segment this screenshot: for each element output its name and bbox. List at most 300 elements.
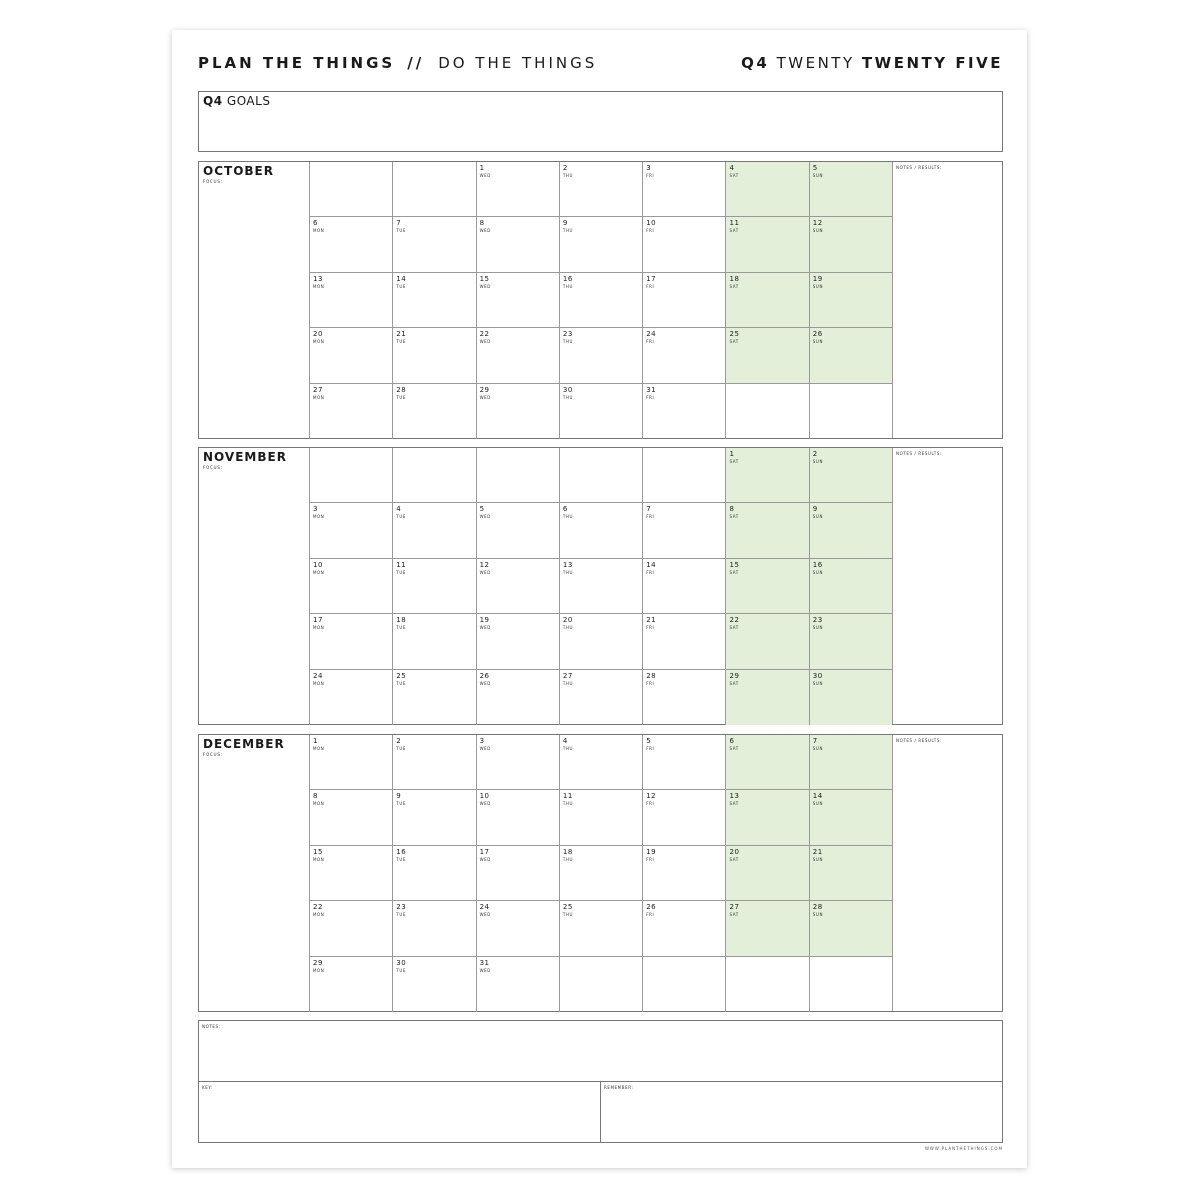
day-number: 19 (479, 616, 490, 625)
day-number: 14 (812, 792, 823, 801)
day-number: 4 (396, 505, 402, 514)
day-cell (309, 790, 392, 845)
day-cell (392, 217, 475, 272)
day-cell (309, 273, 392, 328)
weekday-label: TUE (396, 967, 406, 973)
day-cell (476, 901, 559, 956)
day-number: 30 (396, 958, 407, 967)
day-cell (392, 735, 475, 790)
day-cell (725, 846, 808, 901)
month-title: DECEMBER (203, 737, 285, 751)
weekday-label: WED (479, 514, 491, 520)
weekday-label: MON (313, 283, 325, 289)
year-mid: TWENTY (776, 54, 855, 72)
weekday-label: THU (562, 283, 574, 289)
weekday-label: TUE (396, 283, 406, 289)
day-number: 2 (812, 450, 818, 458)
weekday-label: SAT (729, 856, 739, 862)
weekday-label: TUE (396, 394, 406, 400)
day-cell (559, 790, 642, 845)
weekday-label: WED (479, 856, 491, 862)
day-number: 29 (729, 671, 740, 680)
day-cell (392, 790, 475, 845)
day-number: 26 (812, 330, 823, 339)
weekday-label: SAT (729, 912, 739, 918)
weekday-label: WED (479, 967, 491, 973)
day-cell (476, 328, 559, 383)
day-cell (392, 448, 475, 503)
day-cell (725, 670, 808, 725)
weekday-label: THU (562, 856, 574, 862)
day-cell (809, 384, 892, 439)
weekday-label: SUN (812, 173, 824, 178)
remember-label: REMEMBER: (604, 1085, 634, 1090)
month-october (198, 161, 1003, 439)
weekday-label: MON (313, 339, 325, 345)
day-cell (725, 790, 808, 845)
day-number: 25 (396, 671, 407, 680)
day-number: 29 (479, 385, 490, 394)
day-cell (476, 384, 559, 439)
weekday-label: TUE (396, 339, 406, 345)
footer-url: WWW.PLANTHETHINGS.COM (924, 1146, 1003, 1151)
day-number: 16 (562, 274, 573, 283)
day-number: 15 (479, 274, 490, 283)
weekday-label: WED (479, 228, 491, 234)
day-number: 25 (562, 903, 573, 912)
month-december (198, 734, 1003, 1012)
day-number: 9 (396, 792, 402, 801)
weekday-label: FRI (646, 283, 655, 289)
weekday-label: SUN (812, 339, 824, 345)
day-number: 3 (479, 737, 485, 745)
weekday-label: THU (562, 801, 574, 807)
brand-plan: PLAN THE THINGS (198, 54, 396, 72)
day-cell (309, 901, 392, 956)
day-cell (309, 670, 392, 725)
day-cell (309, 162, 392, 217)
weekday-label: WED (479, 339, 491, 345)
day-cell (725, 217, 808, 272)
brand-separator: // (407, 54, 425, 72)
day-cell (725, 384, 808, 439)
weekday-label: SAT (729, 173, 739, 178)
notes-results-label: NOTES / RESULTS: (896, 451, 942, 456)
weekday-label: WED (479, 569, 491, 575)
day-number: 24 (313, 671, 323, 680)
month-title: NOVEMBER (203, 450, 287, 464)
day-cell (809, 273, 892, 328)
day-cell (392, 273, 475, 328)
weekday-label: SUN (812, 625, 824, 631)
day-cell (642, 846, 725, 901)
weekday-label: WED (479, 394, 491, 400)
weekday-label: WED (479, 625, 491, 631)
day-number: 22 (729, 616, 740, 625)
weekday-label: THU (562, 339, 574, 345)
day-number: 8 (729, 505, 735, 514)
day-cell (725, 503, 808, 558)
day-cell (392, 846, 475, 901)
day-number: 2 (562, 164, 568, 172)
focus-label: FOCUS: (203, 179, 223, 184)
day-cell (309, 217, 392, 272)
day-number: 11 (729, 219, 740, 228)
day-cell (725, 614, 808, 669)
day-cell (309, 846, 392, 901)
goals-word: GOALS (226, 94, 271, 108)
day-number: 19 (646, 847, 657, 856)
weekday-label: FRI (646, 394, 655, 400)
day-number: 7 (812, 737, 818, 745)
weekday-label: MON (313, 514, 325, 520)
day-number: 3 (313, 505, 318, 514)
day-cell (642, 790, 725, 845)
day-number: 5 (812, 164, 818, 172)
notes-results-column (892, 162, 1003, 438)
day-cell (476, 162, 559, 217)
day-cell (725, 273, 808, 328)
day-cell (642, 670, 725, 725)
day-number: 10 (313, 560, 323, 569)
day-cell (559, 957, 642, 1012)
day-number: 28 (396, 385, 407, 394)
day-cell (642, 503, 725, 558)
day-cell (725, 957, 808, 1012)
day-cell (476, 614, 559, 669)
weekday-label: WED (479, 283, 491, 289)
day-number: 4 (729, 164, 735, 172)
day-number: 13 (313, 274, 323, 283)
day-cell (476, 503, 559, 558)
weekday-label: WED (479, 912, 491, 918)
day-number: 6 (562, 505, 568, 514)
day-number: 18 (396, 616, 407, 625)
day-cell (642, 559, 725, 614)
weekday-label: TUE (396, 625, 406, 631)
weekday-label: SUN (812, 459, 824, 464)
day-cell (642, 448, 725, 503)
weekday-label: THU (562, 173, 574, 178)
weekday-label: SUN (812, 228, 824, 234)
day-cell (559, 670, 642, 725)
day-number: 20 (729, 847, 740, 856)
day-cell (809, 503, 892, 558)
day-number: 2 (396, 737, 402, 745)
weekday-label: TUE (396, 801, 406, 807)
day-number: 31 (479, 958, 490, 967)
day-cell (392, 162, 475, 217)
weekday-label: SAT (729, 514, 739, 520)
day-cell (642, 328, 725, 383)
day-cell (809, 790, 892, 845)
day-cell (309, 503, 392, 558)
weekday-label: FRI (646, 228, 655, 234)
day-cell (476, 735, 559, 790)
weekday-label: SAT (729, 801, 739, 807)
day-cell (392, 614, 475, 669)
day-number: 12 (812, 219, 823, 228)
day-number: 27 (729, 903, 740, 912)
weekday-label: MON (313, 569, 325, 575)
weekday-label: SAT (729, 746, 739, 751)
day-cell (642, 217, 725, 272)
day-number: 3 (646, 164, 652, 172)
weekday-label: TUE (396, 746, 406, 751)
weekday-label: MON (313, 625, 325, 631)
day-cell (809, 901, 892, 956)
day-number: 12 (479, 560, 490, 569)
weekday-label: MON (313, 912, 325, 918)
day-cell (725, 162, 808, 217)
day-cell (559, 846, 642, 901)
weekday-label: THU (562, 514, 574, 520)
day-number: 13 (562, 560, 573, 569)
day-number: 1 (729, 450, 735, 458)
day-number: 18 (729, 274, 740, 283)
goals-q4: Q4 (203, 94, 223, 108)
day-number: 15 (729, 560, 740, 569)
day-cell (476, 790, 559, 845)
day-number: 27 (313, 385, 323, 394)
day-number: 4 (562, 737, 568, 745)
weekday-label: WED (479, 746, 491, 751)
day-number: 6 (729, 737, 735, 745)
notes-label: NOTES: (202, 1024, 221, 1029)
day-number: 30 (812, 671, 823, 680)
day-number: 23 (562, 330, 573, 339)
day-cell (476, 670, 559, 725)
weekday-label: WED (479, 801, 491, 807)
day-cell (309, 614, 392, 669)
day-cell (476, 559, 559, 614)
day-cell (392, 503, 475, 558)
weekday-label: SUN (812, 569, 824, 575)
month-grid (309, 162, 892, 439)
day-number: 28 (812, 903, 823, 912)
day-cell (809, 217, 892, 272)
weekday-label: TUE (396, 514, 406, 520)
day-cell (809, 846, 892, 901)
day-number: 22 (313, 903, 323, 912)
day-number: 21 (646, 616, 657, 625)
day-cell (309, 328, 392, 383)
weekday-label: TUE (396, 856, 406, 862)
day-cell (559, 273, 642, 328)
day-cell (392, 384, 475, 439)
weekday-label: SUN (812, 514, 824, 520)
weekday-label: FRI (646, 856, 655, 862)
weekday-label: TUE (396, 569, 406, 575)
weekday-label: MON (313, 967, 325, 973)
day-number: 6 (313, 219, 318, 228)
day-cell (725, 448, 808, 503)
day-number: 8 (313, 792, 318, 801)
weekday-label: THU (562, 569, 574, 575)
day-number: 30 (562, 385, 573, 394)
day-number: 11 (396, 560, 407, 569)
day-number: 20 (562, 616, 573, 625)
day-cell (725, 735, 808, 790)
goals-box (198, 91, 1003, 152)
notes-results-label: NOTES / RESULTS: (896, 738, 942, 743)
weekday-label: SUN (812, 680, 824, 686)
day-number: 1 (479, 164, 485, 172)
day-number: 16 (396, 847, 407, 856)
day-number: 31 (646, 385, 657, 394)
day-cell (476, 217, 559, 272)
month-title: OCTOBER (203, 164, 274, 178)
day-number: 20 (313, 330, 323, 339)
day-cell (392, 559, 475, 614)
day-cell (809, 162, 892, 217)
day-number: 23 (396, 903, 407, 912)
day-cell (809, 957, 892, 1012)
weekday-label: THU (562, 625, 574, 631)
weekday-label: THU (562, 228, 574, 234)
bottom-box (198, 1020, 1003, 1143)
weekday-label: MON (313, 746, 325, 751)
day-number: 24 (479, 903, 490, 912)
day-number: 22 (479, 330, 490, 339)
day-number: 1 (313, 737, 318, 745)
day-cell (809, 448, 892, 503)
day-number: 24 (646, 330, 657, 339)
bottom-vertical-divider (600, 1081, 601, 1143)
focus-label: FOCUS: (203, 752, 223, 757)
weekday-label: MON (313, 394, 325, 400)
notes-results-column (892, 448, 1003, 724)
day-cell (476, 846, 559, 901)
day-cell (642, 384, 725, 439)
weekday-label: FRI (646, 912, 655, 918)
quarter-header (741, 54, 1003, 72)
day-number: 14 (646, 560, 657, 569)
weekday-label: THU (562, 912, 574, 918)
key-label: KEY: (202, 1085, 213, 1090)
day-cell (559, 614, 642, 669)
day-cell (559, 162, 642, 217)
weekday-label: MON (313, 228, 325, 234)
day-number: 21 (812, 847, 823, 856)
weekday-label: SUN (812, 801, 824, 807)
day-cell (559, 217, 642, 272)
day-number: 7 (646, 505, 652, 514)
day-number: 14 (396, 274, 407, 283)
weekday-label: TUE (396, 912, 406, 918)
day-number: 8 (479, 219, 485, 228)
weekday-label: SUN (812, 746, 824, 751)
day-cell (309, 735, 392, 790)
day-cell (559, 735, 642, 790)
day-cell (309, 448, 392, 503)
day-number: 26 (479, 671, 490, 680)
day-number: 25 (729, 330, 740, 339)
year-bold: TWENTY FIVE (861, 54, 1003, 72)
day-cell (642, 273, 725, 328)
day-number: 27 (562, 671, 573, 680)
day-number: 23 (812, 616, 823, 625)
day-cell (392, 901, 475, 956)
brand-do: DO THE THINGS (438, 54, 598, 72)
day-number: 17 (479, 847, 490, 856)
day-cell (809, 735, 892, 790)
day-number: 7 (396, 219, 402, 228)
day-cell (642, 901, 725, 956)
day-cell (559, 448, 642, 503)
day-number: 28 (646, 671, 657, 680)
weekday-label: THU (562, 746, 574, 751)
day-cell (642, 957, 725, 1012)
day-cell (642, 162, 725, 217)
weekday-label: FRI (646, 746, 655, 751)
day-cell (559, 384, 642, 439)
notes-results-label: NOTES / RESULTS: (896, 165, 942, 170)
day-number: 17 (313, 616, 323, 625)
weekday-label: SAT (729, 283, 739, 289)
weekday-label: SUN (812, 283, 824, 289)
day-number: 10 (646, 219, 657, 228)
weekday-label: FRI (646, 514, 655, 520)
weekday-label: SAT (729, 459, 739, 464)
weekday-label: MON (313, 856, 325, 862)
weekday-label: SAT (729, 625, 739, 631)
day-cell (725, 559, 808, 614)
weekday-label: WED (479, 680, 491, 686)
day-cell (309, 384, 392, 439)
day-cell (476, 448, 559, 503)
brand-header (198, 54, 597, 72)
weekday-label: MON (313, 801, 325, 807)
weekday-label: SAT (729, 228, 739, 234)
weekday-label: WED (479, 173, 491, 178)
weekday-label: FRI (646, 173, 655, 178)
day-cell (309, 559, 392, 614)
day-number: 5 (646, 737, 652, 745)
day-cell (392, 957, 475, 1012)
day-cell (725, 328, 808, 383)
day-cell (309, 957, 392, 1012)
weekday-label: FRI (646, 569, 655, 575)
day-cell (809, 670, 892, 725)
day-cell (476, 957, 559, 1012)
weekday-label: SUN (812, 856, 824, 862)
weekday-label: SAT (729, 339, 739, 345)
weekday-label: FRI (646, 680, 655, 686)
day-number: 21 (396, 330, 407, 339)
planner-page (172, 30, 1027, 1168)
month-grid (309, 735, 892, 1012)
day-number: 29 (313, 958, 323, 967)
weekday-label: SAT (729, 569, 739, 575)
weekday-label: MON (313, 680, 325, 686)
day-number: 10 (479, 792, 490, 801)
weekday-label: THU (562, 680, 574, 686)
day-cell (392, 328, 475, 383)
day-number: 17 (646, 274, 657, 283)
day-cell (559, 328, 642, 383)
day-number: 9 (562, 219, 568, 228)
day-cell (809, 614, 892, 669)
notes-results-column (892, 735, 1003, 1011)
day-cell (809, 328, 892, 383)
weekday-label: SAT (729, 680, 739, 686)
day-number: 13 (729, 792, 740, 801)
day-cell (559, 559, 642, 614)
day-cell (476, 273, 559, 328)
day-number: 19 (812, 274, 823, 283)
day-number: 12 (646, 792, 657, 801)
